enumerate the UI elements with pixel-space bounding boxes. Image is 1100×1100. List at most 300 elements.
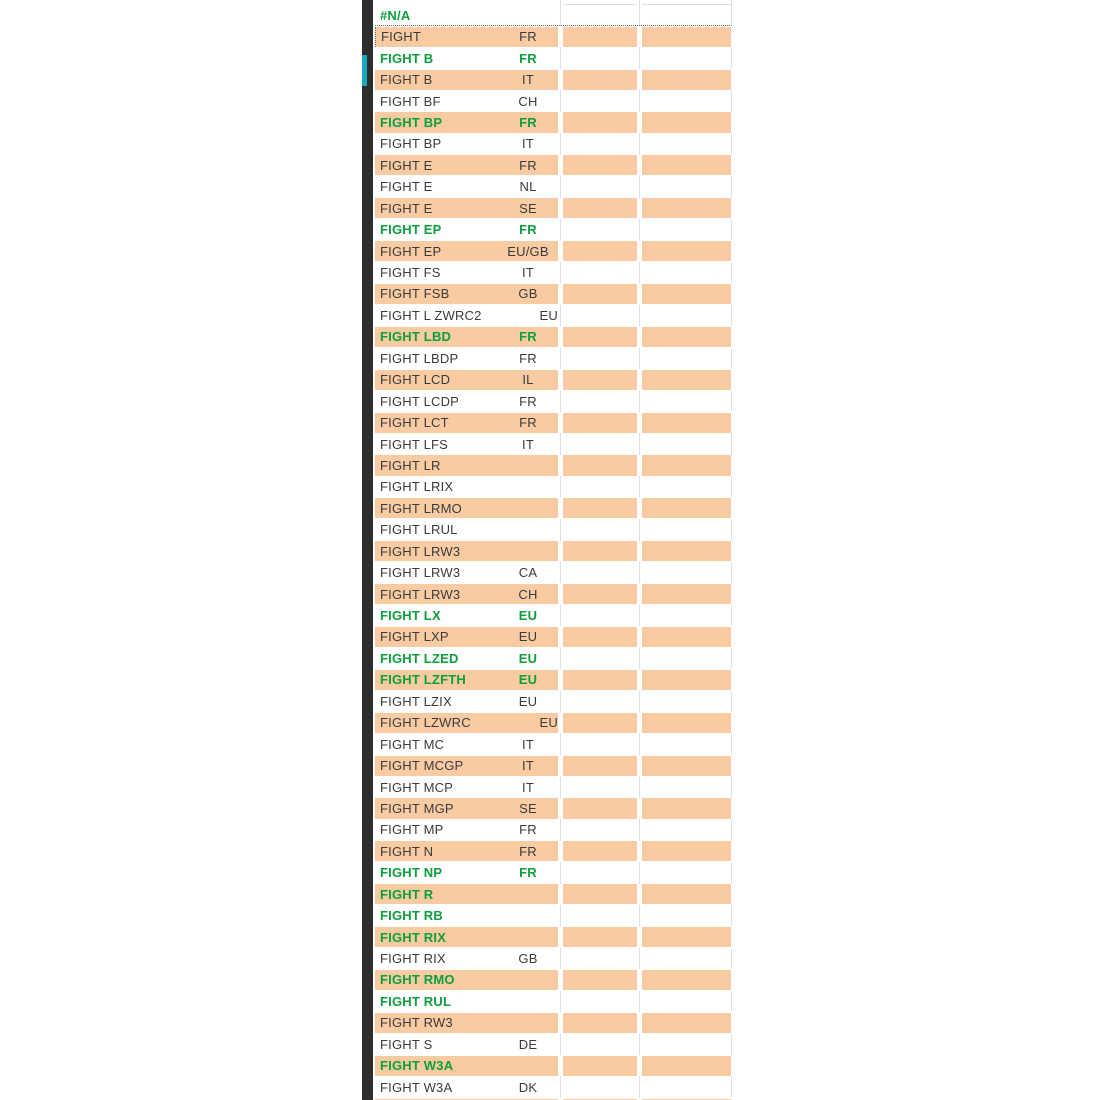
table-row — [375, 562, 735, 583]
empty-cell[interactable] — [642, 970, 731, 990]
flight-label: FIGHT BP — [380, 136, 442, 152]
empty-cell[interactable] — [642, 691, 731, 711]
country-code: CA — [518, 565, 538, 581]
table-row — [375, 969, 735, 990]
gridline — [560, 605, 561, 626]
empty-cell[interactable] — [642, 648, 731, 668]
empty-cell[interactable] — [642, 155, 731, 175]
empty-cell[interactable] — [563, 155, 637, 175]
flight-label: FIGHT LZWRC — [380, 715, 471, 731]
empty-cell[interactable] — [563, 670, 637, 690]
flight-cell[interactable] — [375, 798, 558, 818]
empty-cell[interactable] — [642, 220, 731, 240]
country-code: CH — [518, 586, 538, 602]
gridline — [639, 1034, 640, 1055]
empty-cell[interactable] — [642, 563, 731, 583]
empty-cell[interactable] — [563, 327, 637, 347]
empty-cell[interactable] — [563, 713, 637, 733]
country-code: IT — [522, 265, 534, 281]
gridline — [560, 948, 561, 969]
gridline — [731, 5, 732, 26]
empty-cell[interactable] — [642, 927, 731, 947]
flight-label: FIGHT LBD — [380, 329, 452, 345]
country-code: GB — [518, 286, 538, 302]
empty-cell[interactable] — [642, 241, 731, 261]
gridline — [731, 862, 732, 883]
empty-cell[interactable] — [642, 884, 731, 904]
empty-cell[interactable] — [563, 970, 637, 990]
empty-cell[interactable] — [563, 563, 637, 583]
table-row — [375, 541, 735, 562]
flight-cell[interactable] — [375, 756, 558, 776]
gridline — [639, 348, 640, 369]
table-row — [375, 369, 735, 390]
empty-cell[interactable] — [642, 413, 731, 433]
flight-cell[interactable] — [375, 563, 558, 583]
gridline — [639, 819, 640, 840]
flight-cell[interactable] — [375, 1013, 558, 1033]
empty-cell[interactable] — [563, 648, 637, 668]
table-row — [375, 1034, 735, 1055]
empty-cell[interactable] — [642, 27, 731, 47]
country-code: EU — [518, 650, 538, 666]
gridline — [560, 991, 561, 1012]
empty-cell[interactable] — [563, 198, 637, 218]
gridline — [639, 691, 640, 712]
flight-cell[interactable] — [375, 734, 558, 754]
table-row — [375, 155, 735, 176]
flight-label: FIGHT LRIX — [380, 479, 454, 495]
flight-cell[interactable] — [375, 112, 558, 132]
flight-cell[interactable] — [375, 863, 558, 883]
flight-cell[interactable] — [375, 713, 558, 733]
empty-cell[interactable] — [563, 734, 637, 754]
empty-cell[interactable] — [642, 284, 731, 304]
country-code: SE — [519, 800, 537, 816]
empty-cell[interactable] — [563, 477, 637, 497]
table-row — [375, 605, 735, 626]
country-code: EU — [518, 608, 538, 624]
table-row — [375, 283, 735, 304]
empty-cell[interactable] — [642, 713, 731, 733]
scroll-position-indicator[interactable] — [362, 55, 367, 86]
empty-cell[interactable] — [642, 756, 731, 776]
flight-label: FIGHT LCD — [380, 372, 451, 388]
table-row — [375, 905, 735, 926]
flight-label: FIGHT E — [380, 179, 433, 195]
flight-cell[interactable] — [375, 455, 558, 475]
flight-label: FIGHT S — [380, 1036, 433, 1052]
flight-label: FIGHT LR — [380, 457, 441, 473]
gridline — [731, 90, 732, 111]
gridline — [639, 605, 640, 626]
flight-label: FIGHT EP — [380, 222, 442, 238]
empty-cell[interactable] — [642, 627, 731, 647]
empty-cell[interactable] — [563, 1034, 637, 1054]
empty-cell[interactable] — [642, 541, 731, 561]
empty-cell[interactable] — [642, 348, 731, 368]
empty-cell[interactable] — [642, 1034, 731, 1054]
country-code: FR — [519, 865, 537, 881]
gridline — [731, 691, 732, 712]
country-code: DK — [518, 1079, 538, 1095]
country-code: FR — [519, 222, 537, 238]
empty-cell[interactable] — [563, 605, 637, 625]
gridline — [639, 519, 640, 540]
empty-cell[interactable] — [563, 991, 637, 1011]
country-code: CH — [518, 93, 538, 109]
empty-cell[interactable] — [563, 284, 637, 304]
flight-label: FIGHT LRMO — [380, 500, 462, 516]
gridline — [731, 348, 732, 369]
table-row — [375, 348, 735, 369]
flight-label: FIGHT RIX — [380, 929, 447, 945]
flight-label: FIGHT B — [380, 72, 433, 88]
flight-cell[interactable] — [375, 541, 558, 561]
empty-cell[interactable] — [642, 112, 731, 132]
table-row — [375, 69, 735, 90]
flight-cell[interactable] — [375, 220, 558, 240]
empty-cell[interactable] — [563, 863, 637, 883]
gridline — [639, 476, 640, 497]
empty-cell[interactable] — [563, 91, 637, 111]
flight-cell[interactable] — [375, 305, 558, 325]
country-code: IT — [522, 136, 534, 152]
gridline — [731, 133, 732, 154]
gridline — [639, 733, 640, 754]
gridline — [560, 519, 561, 540]
gridline — [560, 219, 561, 240]
flight-cell[interactable] — [375, 670, 558, 690]
flight-cell[interactable] — [375, 198, 558, 218]
empty-cell[interactable] — [642, 1077, 731, 1097]
flight-cell[interactable] — [375, 820, 558, 840]
flight-cell[interactable] — [375, 884, 558, 904]
empty-cell[interactable] — [642, 48, 731, 68]
gridline — [731, 262, 732, 283]
table-row — [375, 198, 735, 219]
flight-cell[interactable] — [375, 413, 558, 433]
empty-cell[interactable] — [563, 348, 637, 368]
flight-cell[interactable] — [375, 134, 558, 154]
gridline — [560, 1076, 561, 1097]
flight-cell[interactable] — [375, 262, 558, 282]
gridline — [731, 1076, 732, 1097]
flight-cell[interactable] — [375, 48, 558, 68]
empty-cell[interactable] — [563, 820, 637, 840]
empty-cell[interactable] — [642, 584, 731, 604]
empty-cell[interactable] — [563, 906, 637, 926]
flight-cell[interactable] — [375, 605, 558, 625]
empty-cell[interactable] — [642, 1056, 731, 1076]
empty-cell[interactable] — [642, 327, 731, 347]
empty-cell[interactable] — [642, 91, 731, 111]
gridline — [560, 305, 561, 326]
empty-cell[interactable] — [642, 520, 731, 540]
gridline — [731, 47, 732, 68]
flight-cell[interactable] — [375, 391, 558, 411]
empty-cell[interactable] — [563, 220, 637, 240]
gridline — [560, 133, 561, 154]
empty-cell[interactable] — [563, 5, 637, 25]
empty-cell[interactable] — [642, 798, 731, 818]
flight-label: FIGHT LZED — [380, 650, 459, 666]
empty-cell[interactable] — [563, 948, 637, 968]
flight-label: FIGHT LXP — [380, 629, 449, 645]
flight-label: FIGHT RMO — [380, 972, 455, 988]
table-row — [375, 326, 735, 347]
flight-label: FIGHT RW3 — [380, 1015, 453, 1031]
empty-cell[interactable] — [642, 477, 731, 497]
flight-cell[interactable] — [375, 1077, 558, 1097]
table-row — [375, 47, 735, 68]
flight-label: FIGHT LRW3 — [380, 586, 461, 602]
gridline — [639, 433, 640, 454]
flight-cell[interactable] — [375, 284, 558, 304]
gridline — [731, 733, 732, 754]
flight-cell[interactable] — [375, 841, 558, 861]
empty-cell[interactable] — [563, 262, 637, 282]
empty-cell[interactable] — [642, 177, 731, 197]
gridline — [639, 5, 640, 26]
empty-cell[interactable] — [563, 27, 637, 47]
flight-cell[interactable] — [375, 584, 558, 604]
empty-cell[interactable] — [563, 48, 637, 68]
empty-cell[interactable] — [563, 391, 637, 411]
empty-cell[interactable] — [642, 455, 731, 475]
flight-cell[interactable] — [375, 627, 558, 647]
flight-label: FIGHT L ZWRC2 — [380, 307, 482, 323]
empty-cell[interactable] — [642, 777, 731, 797]
country-code: FR — [519, 843, 537, 859]
empty-cell[interactable] — [563, 1056, 637, 1076]
flight-label: FIGHT FS — [380, 265, 441, 281]
country-code: FR — [519, 822, 537, 838]
empty-cell[interactable] — [642, 670, 731, 690]
gridline — [639, 648, 640, 669]
table-row — [375, 991, 735, 1012]
flight-cell[interactable] — [375, 691, 558, 711]
table-row — [375, 26, 735, 47]
empty-cell[interactable] — [563, 541, 637, 561]
flight-cell[interactable] — [375, 155, 558, 175]
empty-cell[interactable] — [642, 605, 731, 625]
table-row — [375, 862, 735, 883]
empty-cell[interactable] — [563, 841, 637, 861]
empty-cell[interactable] — [642, 498, 731, 518]
gridline — [560, 433, 561, 454]
empty-cell[interactable] — [642, 134, 731, 154]
flight-cell[interactable] — [375, 348, 558, 368]
empty-cell[interactable] — [563, 520, 637, 540]
empty-cell[interactable] — [563, 584, 637, 604]
country-code: EU — [518, 672, 538, 688]
flight-cell[interactable] — [375, 70, 558, 90]
empty-cell[interactable] — [563, 1013, 637, 1033]
empty-cell[interactable] — [642, 820, 731, 840]
gridline — [560, 47, 561, 68]
empty-cell[interactable] — [642, 1013, 731, 1033]
gridline — [560, 648, 561, 669]
empty-cell[interactable] — [642, 262, 731, 282]
flight-cell[interactable] — [375, 91, 558, 111]
country-code: FR — [519, 157, 537, 173]
table-row — [375, 1012, 735, 1033]
table-row — [375, 90, 735, 111]
table-row — [375, 476, 735, 497]
country-code: EU — [518, 629, 538, 645]
flight-label: FIGHT LRUL — [380, 522, 458, 538]
flight-cell[interactable] — [375, 1056, 558, 1076]
table-row — [375, 498, 735, 519]
flight-cell[interactable] — [375, 27, 558, 47]
table-row — [375, 433, 735, 454]
table-row — [375, 455, 735, 476]
country-code: IT — [522, 736, 534, 752]
country-code: DE — [518, 1036, 538, 1052]
empty-cell[interactable] — [642, 305, 731, 325]
flight-cell[interactable] — [375, 5, 558, 25]
flight-cell[interactable] — [375, 177, 558, 197]
empty-cell[interactable] — [642, 70, 731, 90]
gridline — [731, 476, 732, 497]
flight-label: FIGHT NP — [380, 865, 443, 881]
empty-cell[interactable] — [563, 691, 637, 711]
gridline — [560, 691, 561, 712]
gridline — [560, 390, 561, 411]
table-row — [375, 176, 735, 197]
gridline — [560, 262, 561, 283]
country-code: IT — [522, 436, 534, 452]
table-row — [375, 240, 735, 261]
empty-cell[interactable] — [563, 927, 637, 947]
flight-label: FIGHT MGP — [380, 800, 454, 816]
table-row — [375, 305, 735, 326]
window-edge-strip — [362, 0, 373, 1100]
gridline — [731, 176, 732, 197]
empty-cell[interactable] — [642, 991, 731, 1011]
empty-cell[interactable] — [642, 948, 731, 968]
empty-cell[interactable] — [563, 498, 637, 518]
flight-cell[interactable] — [375, 991, 558, 1011]
gridline — [731, 562, 732, 583]
flight-label: FIGHT BF — [380, 93, 441, 109]
flight-label: FIGHT LZFTH — [380, 672, 466, 688]
empty-cell[interactable] — [563, 455, 637, 475]
country-code: EU — [518, 693, 538, 709]
gridline — [639, 90, 640, 111]
flight-cell[interactable] — [375, 327, 558, 347]
flight-label: FIGHT E — [380, 200, 433, 216]
table-row — [375, 390, 735, 411]
gridline — [560, 562, 561, 583]
table-row — [375, 948, 735, 969]
empty-cell[interactable] — [642, 198, 731, 218]
empty-cell[interactable] — [563, 434, 637, 454]
table-row — [375, 133, 735, 154]
country-code: IL — [522, 372, 534, 388]
empty-cell[interactable] — [563, 798, 637, 818]
empty-cell[interactable] — [563, 241, 637, 261]
table-row — [375, 648, 735, 669]
table-row — [375, 5, 735, 26]
table-row — [375, 262, 735, 283]
gridline — [560, 348, 561, 369]
flight-cell[interactable] — [375, 1034, 558, 1054]
empty-cell[interactable] — [563, 756, 637, 776]
empty-cell[interactable] — [642, 434, 731, 454]
flight-cell[interactable] — [375, 948, 558, 968]
flight-cell[interactable] — [375, 777, 558, 797]
flight-label: FIGHT E — [380, 157, 433, 173]
gridline — [560, 476, 561, 497]
empty-cell[interactable] — [642, 841, 731, 861]
flight-label: FIGHT BP — [380, 114, 443, 130]
flight-cell[interactable] — [375, 906, 558, 926]
country-code: NL — [519, 179, 537, 195]
gridline — [639, 47, 640, 68]
empty-cell[interactable] — [563, 413, 637, 433]
flight-cell[interactable] — [375, 370, 558, 390]
gridline — [731, 648, 732, 669]
flight-cell[interactable] — [375, 434, 558, 454]
empty-cell[interactable] — [563, 112, 637, 132]
flight-label: FIGHT MP — [380, 822, 444, 838]
table-row — [375, 519, 735, 540]
empty-cell[interactable] — [642, 5, 731, 25]
flight-cell[interactable] — [375, 648, 558, 668]
empty-cell[interactable] — [563, 884, 637, 904]
flight-cell[interactable] — [375, 241, 558, 261]
country-code: GB — [518, 951, 538, 967]
flight-cell[interactable] — [375, 477, 558, 497]
empty-cell[interactable] — [563, 177, 637, 197]
country-code: FR — [519, 50, 537, 66]
table-row — [375, 412, 735, 433]
table-row — [375, 926, 735, 947]
table-row — [375, 755, 735, 776]
flight-label: FIGHT FSB — [380, 286, 450, 302]
country-code: FR — [519, 29, 537, 45]
gridline — [560, 176, 561, 197]
empty-cell[interactable] — [563, 134, 637, 154]
empty-cell[interactable] — [642, 906, 731, 926]
gridline — [731, 991, 732, 1012]
empty-cell[interactable] — [642, 391, 731, 411]
flight-cell[interactable] — [375, 927, 558, 947]
empty-cell[interactable] — [563, 777, 637, 797]
gridline — [560, 905, 561, 926]
empty-cell[interactable] — [563, 1077, 637, 1097]
empty-cell[interactable] — [563, 305, 637, 325]
gridline — [639, 948, 640, 969]
gridline — [639, 305, 640, 326]
flight-cell[interactable] — [375, 520, 558, 540]
empty-cell[interactable] — [642, 863, 731, 883]
flight-cell[interactable] — [375, 970, 558, 990]
empty-cell[interactable] — [642, 370, 731, 390]
gridline — [639, 862, 640, 883]
empty-cell[interactable] — [642, 734, 731, 754]
flight-label: FIGHT LX — [380, 608, 441, 624]
gridline — [639, 905, 640, 926]
gridline — [560, 1034, 561, 1055]
empty-cell[interactable] — [563, 370, 637, 390]
empty-cell[interactable] — [563, 70, 637, 90]
empty-cell[interactable] — [563, 627, 637, 647]
country-code: FR — [519, 350, 537, 366]
flight-cell[interactable] — [375, 498, 558, 518]
